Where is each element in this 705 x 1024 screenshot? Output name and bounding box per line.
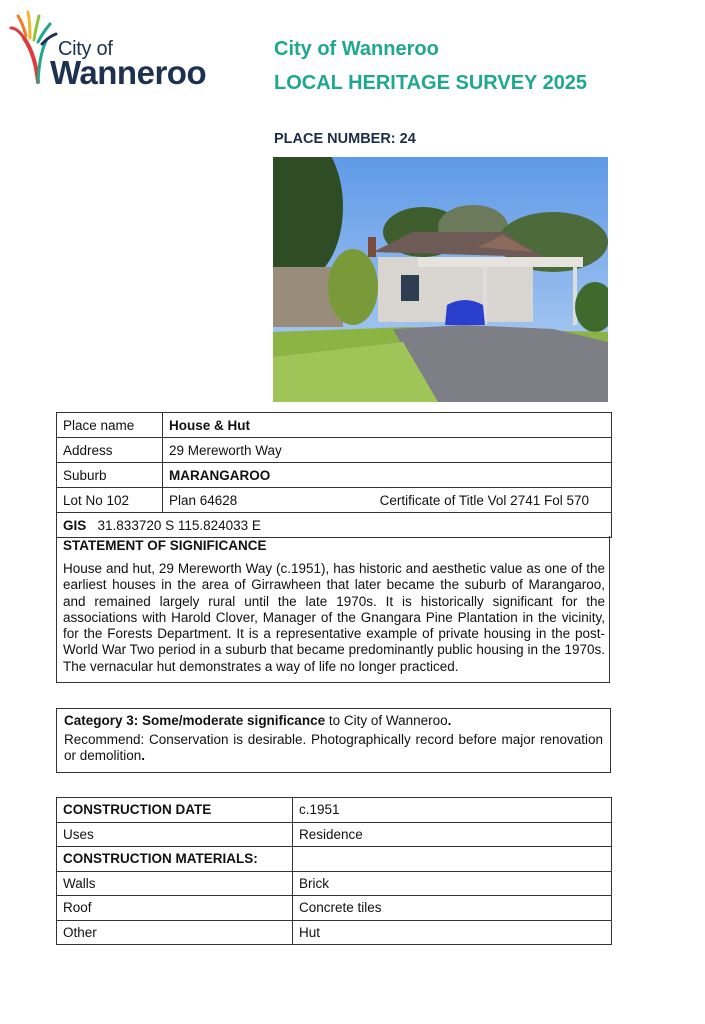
- uses-value: Residence: [293, 822, 612, 847]
- table-row: [57, 488, 612, 513]
- construction-date-label: CONSTRUCTION DATE: [57, 798, 293, 823]
- table-row: [57, 513, 612, 538]
- header-title: City of Wanneroo: [274, 38, 439, 60]
- category-line: Category 3: Some/moderate significance to City of Wanneroo.: [64, 713, 452, 728]
- table-row: [57, 896, 612, 921]
- house-photo: [273, 157, 608, 402]
- address-value: 29 Mereworth Way: [163, 438, 612, 463]
- place-name-value: House & Hut: [163, 413, 612, 438]
- significance-body: House and hut, 29 Mereworth Way (c.1951), has historic and aesthetic value as one of the earliest houses in the area of Girrawheen that later became the suburb of Marangaroo, and remained largely rural until the late 1970s. It is historically significant for the associations with Harold Clover, Manager of the Gnangara Pine Plantation in the vicinity, for the Forests Department. It is a representative example of private housing in the post- World War Two period in a suburb that became predominantly public housing in the 1970s. The vernacular hut demonstrates a way of life no longer practiced.: [63, 561, 605, 674]
- significance-section: [56, 536, 610, 683]
- table-row: [57, 847, 612, 872]
- table-row: [57, 822, 612, 847]
- gis-cell: [57, 513, 612, 538]
- plan-and-title-cell: [163, 488, 612, 513]
- table-row: [57, 798, 612, 823]
- walls-label: Walls: [57, 871, 293, 896]
- logo-wanneroo-text: Wanneroo: [50, 54, 207, 91]
- place-name-label: Place name: [57, 413, 163, 438]
- gis-coordinates: 31.833720 S 115.824033 E: [97, 517, 261, 533]
- suburb-value: MARANGAROO: [163, 463, 612, 488]
- lot-number: Lot No 102: [57, 488, 163, 513]
- category-box: [56, 708, 611, 773]
- table-row: [57, 438, 612, 463]
- materials-label: CONSTRUCTION MATERIALS:: [57, 847, 293, 872]
- table-row: [57, 413, 612, 438]
- table-row: [57, 463, 612, 488]
- plan-number: Plan 64628: [169, 492, 238, 508]
- certificate-of-title: Certificate of Title Vol 2741 Fol 570: [379, 492, 589, 508]
- uses-label: Uses: [57, 822, 293, 847]
- header-subtitle: LOCAL HERITAGE SURVEY 2025: [274, 72, 588, 94]
- construction-date-value: c.1951: [293, 798, 612, 823]
- construction-table: [56, 797, 612, 945]
- table-row: [57, 920, 612, 945]
- recommendation: Recommend: Conservation is desirable. Photographically record before major renovation or demolition.: [64, 731, 603, 763]
- gis-label: GIS: [63, 517, 87, 533]
- category-heading: Category 3: Some/moderate significance: [64, 713, 326, 728]
- table-row: [57, 871, 612, 896]
- other-label: Other: [57, 920, 293, 945]
- city-logo: [8, 8, 228, 91]
- materials-value: [293, 847, 612, 872]
- place-details-table: [56, 412, 612, 538]
- logo-city-text: City of: [58, 38, 113, 60]
- recommendation-text: Recommend: Conservation is desirable. Photographically record before major renovation or demolition: [64, 731, 603, 763]
- significance-title: STATEMENT OF SIGNIFICANCE: [63, 538, 267, 553]
- suburb-label: Suburb: [57, 463, 163, 488]
- walls-value: Brick: [293, 871, 612, 896]
- address-label: Address: [57, 438, 163, 463]
- category-suffix: to City of Wanneroo: [325, 713, 448, 728]
- roof-label: Roof: [57, 896, 293, 921]
- place-number: PLACE NUMBER: 24: [274, 131, 416, 147]
- roof-value: Concrete tiles: [293, 896, 612, 921]
- other-value: Hut: [293, 920, 612, 945]
